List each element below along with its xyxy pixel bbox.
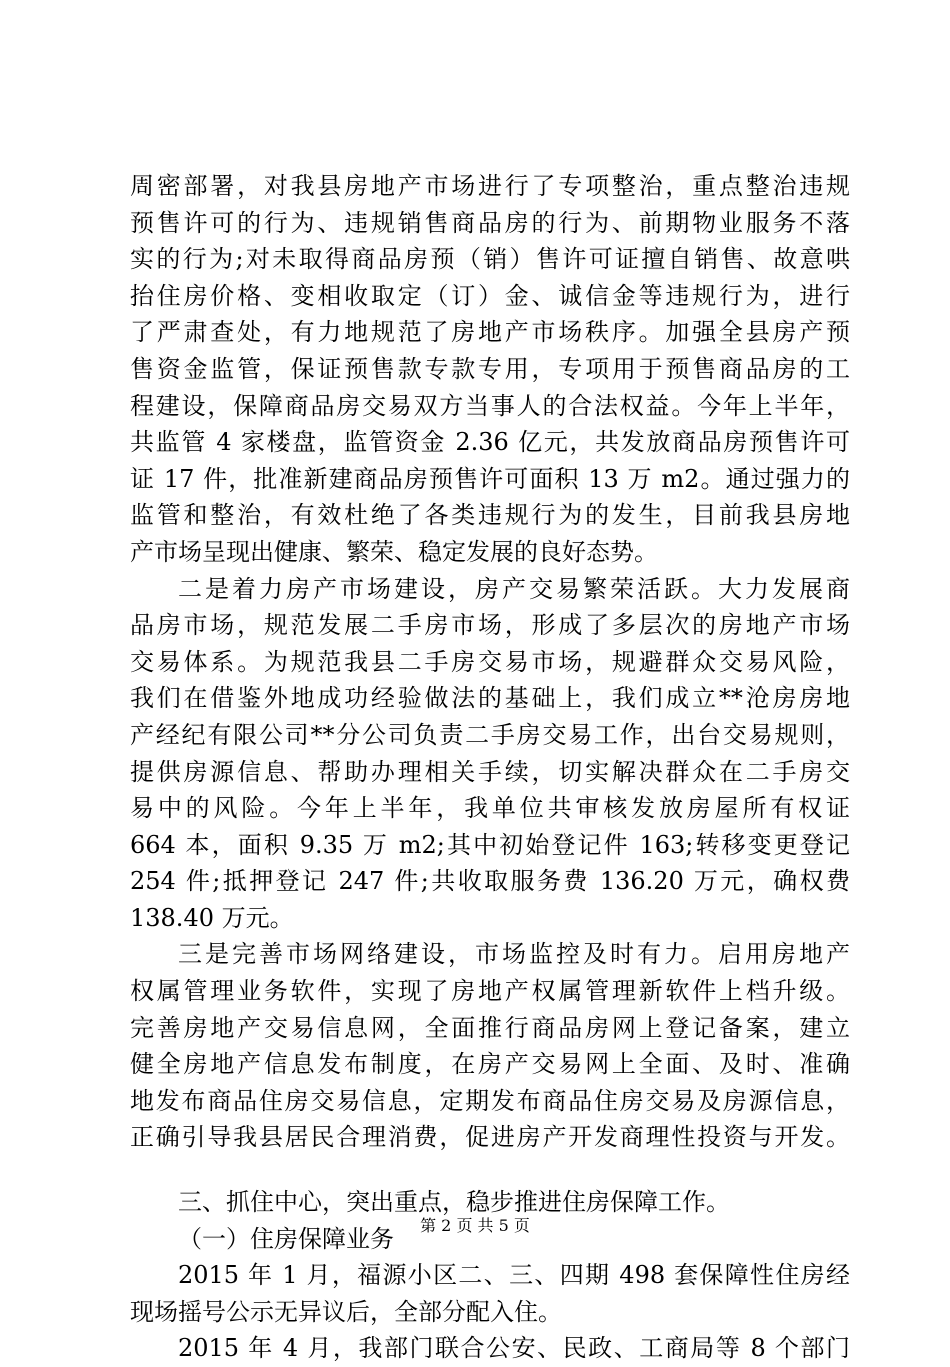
text-line: 产市场呈现出健康、繁荣、稳定发展的良好态势。 xyxy=(130,537,658,566)
text-line: 三是完善市场网络建设，市场监控及时有力。启用房地产 xyxy=(178,940,850,969)
document-body xyxy=(130,168,850,1367)
text-line: 2015 年 1 月，福源小区二、三、四期 498 套保障性住房经 xyxy=(178,1261,850,1290)
page-footer: 第 2 页 共 5 页 xyxy=(420,1216,530,1235)
paragraph-gap xyxy=(130,1156,850,1184)
text-line: 2015 年 4 月，我部门联合公安、民政、工商局等 8 个部门 xyxy=(178,1334,850,1363)
text-line: 提供房源信息、帮助办理相关手续，切实解决群众在二手房交 xyxy=(130,757,850,786)
text-line: 品房市场，规范发展二手房市场，形成了多层次的房地产市场 xyxy=(130,611,850,640)
text-line: 健全房地产信息发布制度，在房产交易网上全面、及时、准确 xyxy=(130,1050,850,1079)
text-line: 现场摇号公示无异议后，全部分配入住。 xyxy=(130,1297,562,1326)
text-line: 138.40 万元。 xyxy=(130,903,294,932)
text-line: 664 本，面积 9.35 万 m2;其中初始登记件 163;转移变更登记 xyxy=(130,830,850,859)
text-line: 交易体系。为规范我县二手房交易市场，规避群众交易风险， xyxy=(130,647,850,676)
text-line: 实的行为;对未取得商品房预（销）售许可证擅自销售、故意哄 xyxy=(130,245,850,274)
text-line: 完善房地产交易信息网，全面推行商品房网上登记备案，建立 xyxy=(130,1013,850,1042)
text-line: 254 件;抵押登记 247 件;共收取服务费 136.20 万元，确权费 xyxy=(130,867,850,896)
text-line: 二是着力房产市场建设，房产交易繁荣活跃。大力发展商 xyxy=(178,574,850,603)
subsection-heading: （一）住房保障业务 xyxy=(178,1224,394,1253)
text-line: 程建设，保障商品房交易双方当事人的合法权益。今年上半年， xyxy=(130,391,850,420)
text-line: 我们在借鉴外地成功经验做法的基础上，我们成立**沧房房地 xyxy=(130,684,850,713)
text-line: 地发布商品住房交易信息，定期发布商品住房交易及房源信息， xyxy=(130,1086,850,1115)
text-line: 预售许可的行为、违规销售商品房的行为、前期物业服务不落 xyxy=(130,208,850,237)
text-line: 权属管理业务软件，实现了房地产权属管理新软件上档升级。 xyxy=(130,977,850,1006)
text-line: 共监管 4 家楼盘，监管资金 2.36 亿元，共发放商品房预售许可 xyxy=(130,428,850,457)
text-line: 易中的风险。今年上半年，我单位共审核发放房屋所有权证 xyxy=(130,794,850,823)
text-line: 抬住房价格、变相收取定（订）金、诚信金等违规行为，进行 xyxy=(130,281,850,310)
text-line: 了严肃查处，有力地规范了房地产市场秩序。加强全县房产预 xyxy=(130,318,850,347)
text-line: 周密部署，对我县房地产市场进行了专项整治，重点整治违规 xyxy=(130,172,850,200)
section-heading: 三、抓住中心，突出重点，稳步推进住房保障工作。 xyxy=(178,1188,730,1217)
text-line: 产经纪有限公司**分公司负责二手房交易工作，出台交易规则， xyxy=(130,720,850,749)
text-line: 证 17 件，批准新建商品房预售许可面积 13 万 m2。通过强力的 xyxy=(130,464,850,493)
text-line: 售资金监管，保证预售款专款专用，专项用于预售商品房的工 xyxy=(130,354,850,383)
text-line: 正确引导我县居民合理消费，促进房产开发商理性投资与开发。 xyxy=(130,1123,850,1152)
text-line: 监管和整治，有效杜绝了各类违规行为的发生，目前我县房地 xyxy=(130,501,850,530)
